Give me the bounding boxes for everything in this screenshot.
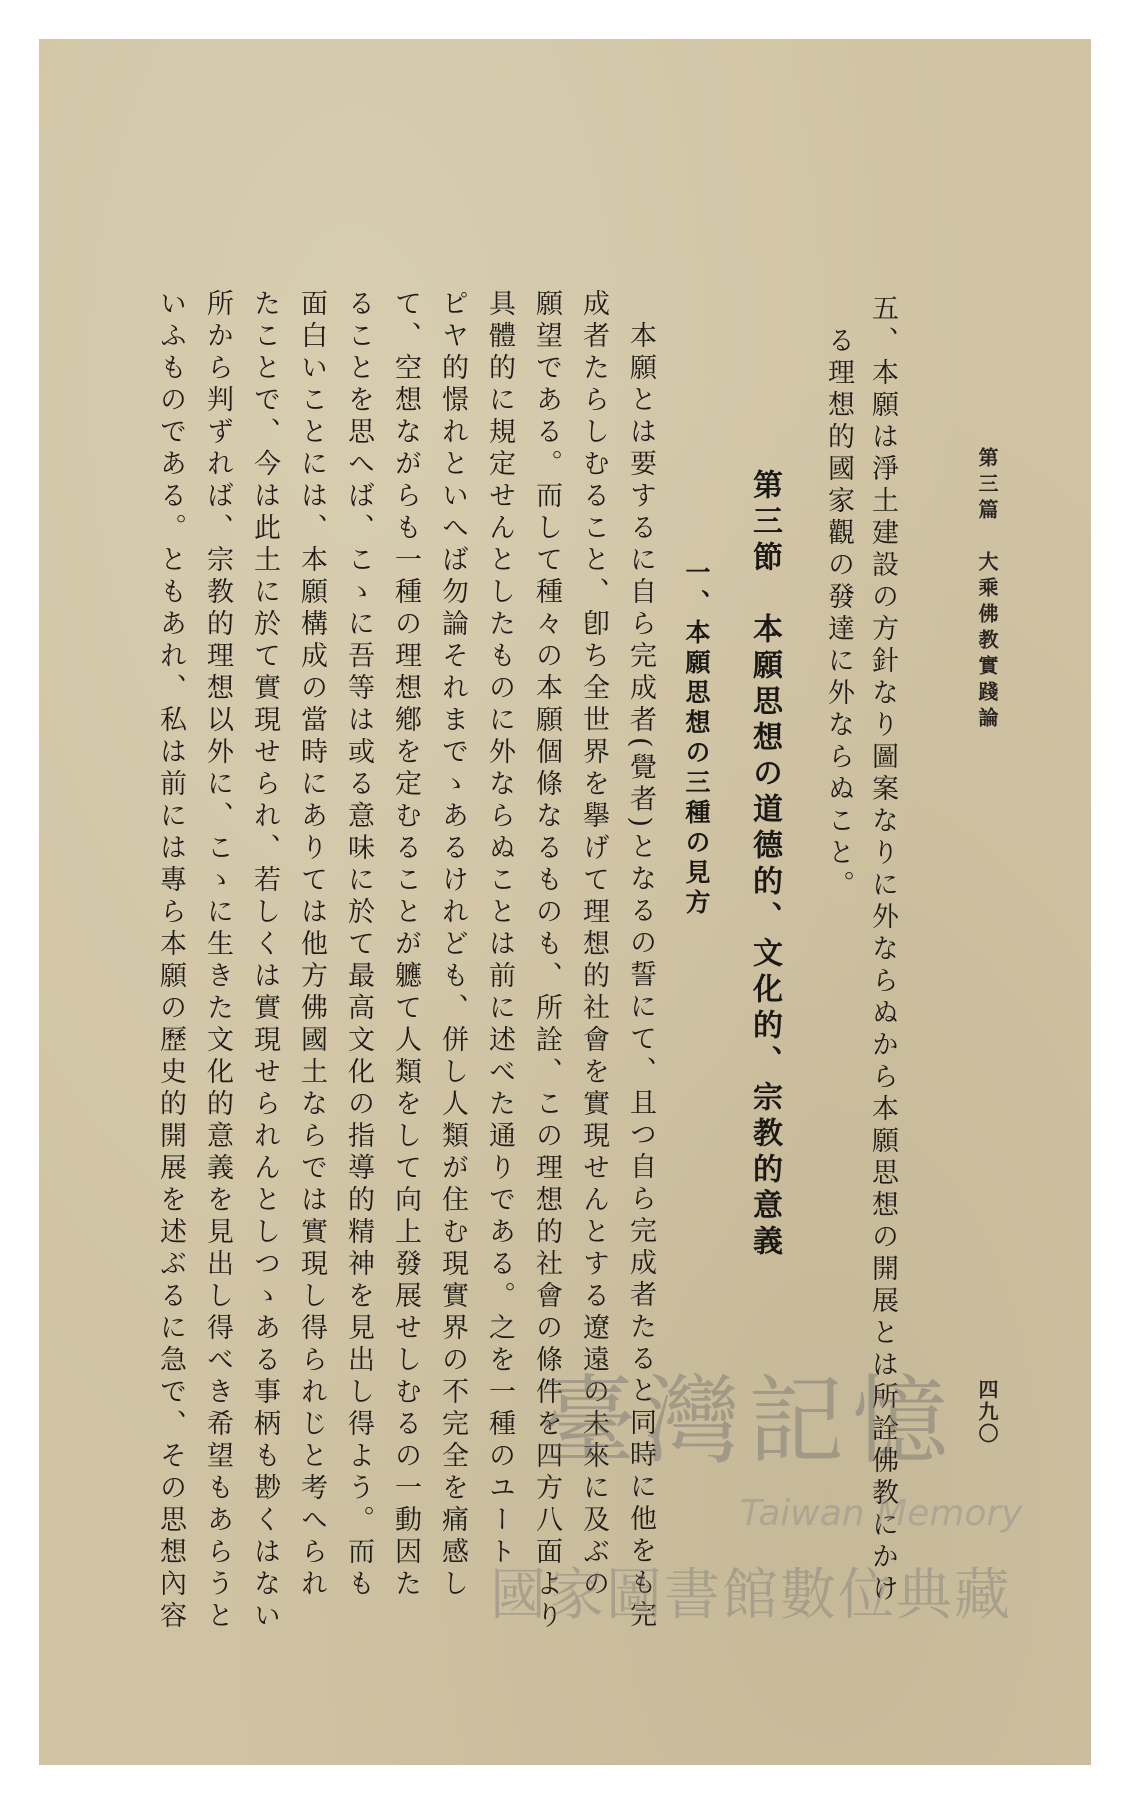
- paragraph-line: 具體的に規定せんとしたものに外ならぬことは前に述べた通りである。之を一種のユート: [484, 289, 515, 1569]
- watermark-english: Taiwan Memory: [740, 1493, 1023, 1534]
- paragraph-line: 面白いことには、本願構成の當時にありては他方佛國土ならでは實現し得られじと考へられ: [296, 289, 327, 1601]
- paragraph-line: ピヤ的憬れといへば勿論それまでゝあるけれども、併し人類が住む現實界の不完全を痛感し: [437, 289, 468, 1601]
- paragraph-line: 所から判ずれば、宗教的理想以外に、こゝに生きた文化的意義を見出し得べき希望もあらうと: [202, 289, 233, 1633]
- paragraph-line: 本願とは要するに自ら完成者(覺者)となるの誓にて、且つ自ら完成者たると同時に他をも完: [625, 321, 656, 1633]
- paragraph-line: 願望である。而して種々の本願個條なるものも、所詮、この理想的社會の條件を四方八面より: [531, 289, 562, 1633]
- watermark-logo-text: 臺灣記憶: [540, 1365, 956, 1477]
- watermark-organization: 國家圖書館數位典藏: [490, 1563, 1012, 1628]
- paragraph-line: て、空想ながらも一種の理想鄕を定むることが軈て人類をして向上發展せしむるの一動因た: [390, 289, 421, 1601]
- item-five-line-1: 五、本願は淨土建設の方針なり圖案なりに外ならぬから本願思想の開展とは所詮佛教にかけ: [867, 294, 898, 1606]
- page-number: 四九〇: [975, 1379, 999, 1445]
- book-page: [39, 39, 1091, 1765]
- subsection-heading: 一、本願思想の三種の見方: [682, 559, 711, 919]
- running-title: 第三篇 大乘佛教實踐論: [975, 447, 999, 733]
- item-five-line-2: る理想的國家觀の發達に外ならぬこと。: [823, 326, 854, 902]
- paragraph-line: ることを思へば、こゝに吾等は或る意味に於て最高文化の指導的精神を見出し得よう。而も: [343, 289, 374, 1601]
- section-heading: 第三節 本願思想の道德的、文化的、宗教的意義: [747, 469, 782, 1261]
- paragraph-line: いふものである。ともあれ、私は前には專ら本願の歷史的開展を述ぶるに急で、その思想內容: [155, 289, 186, 1633]
- paragraph-line: 成者たらしむること、卽ち全世界を擧げて理想的社會を實現せんとする遼遠の未來に及ぶの: [578, 289, 609, 1601]
- paragraph-line: たことで、今は此土に於て實現せられ、若しくは實現せられんとしつゝある事柄も尠くはない: [249, 289, 280, 1633]
